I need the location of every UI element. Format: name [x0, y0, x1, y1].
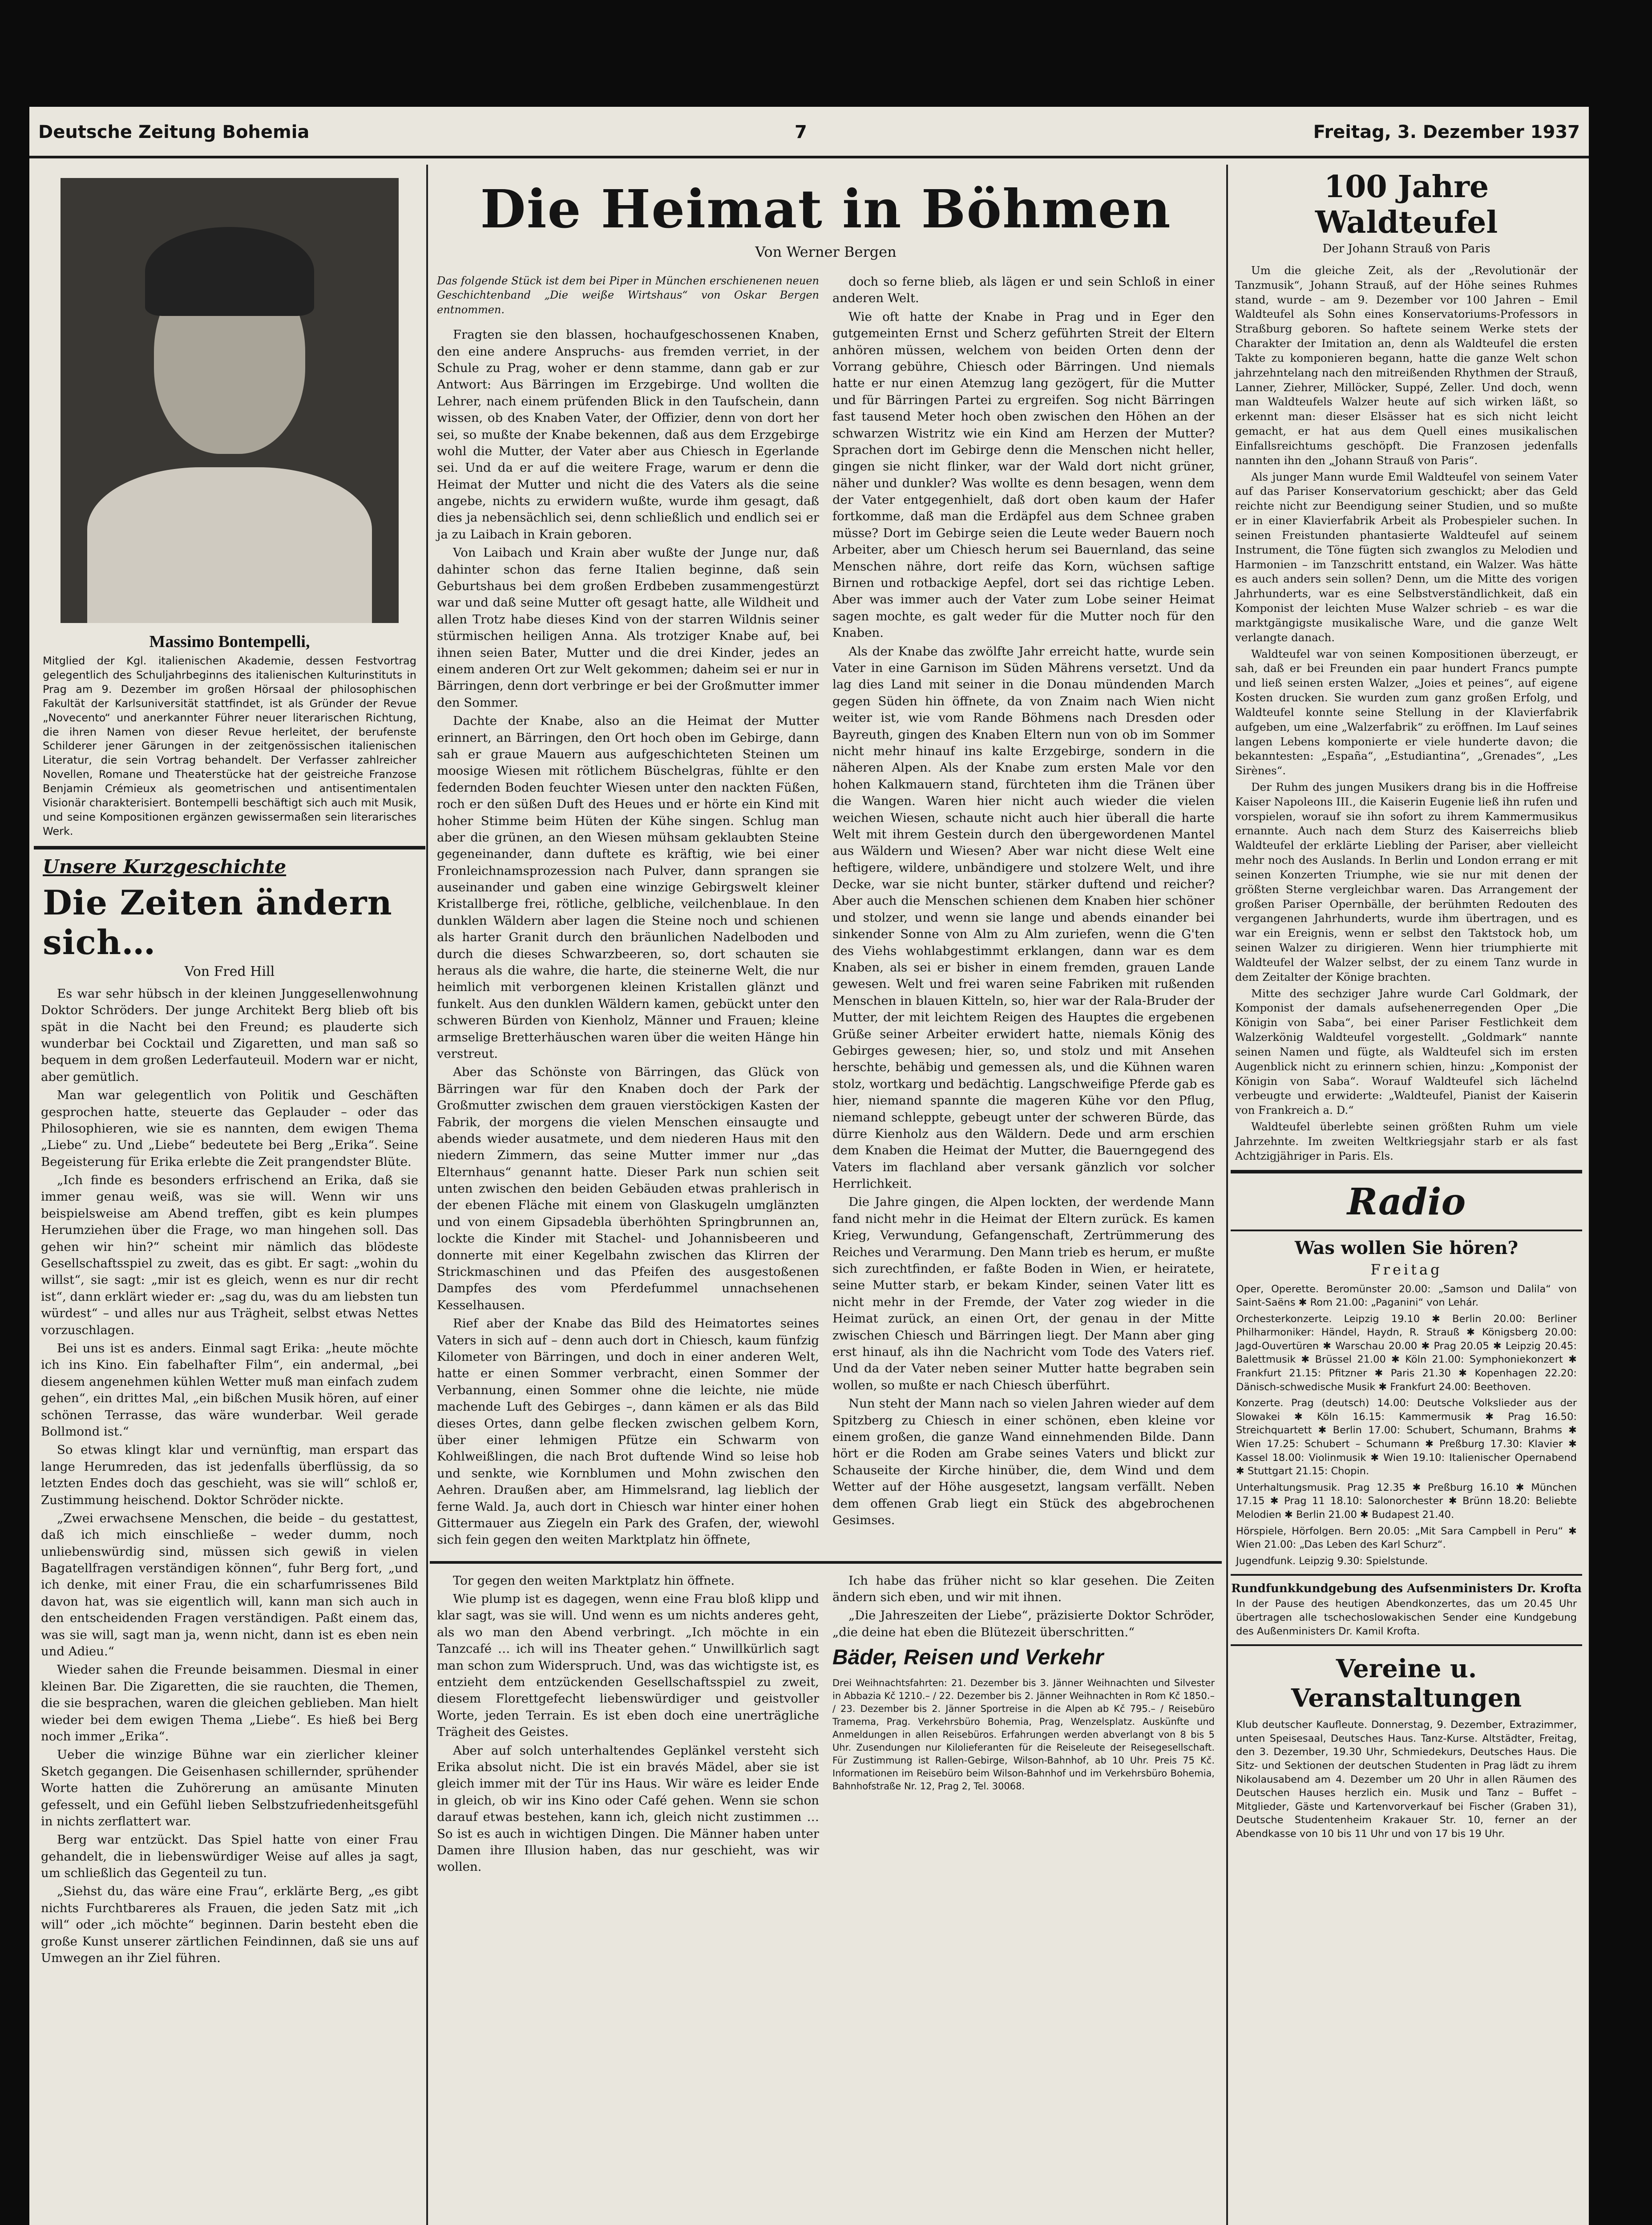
divider — [1231, 1574, 1582, 1576]
column-center — [430, 165, 1222, 2225]
radio-section-title: Radio — [1347, 1180, 1466, 1223]
masthead-page-number: 7 — [795, 122, 807, 142]
main-article-body — [430, 274, 1222, 1550]
photo-caption-name: Massimo Bontempelli, — [149, 632, 310, 651]
paragraph: Wieder sahen die Freunde beisammen. Diesmal in einer kleinen Bar. Die Zigaretten, die sie rauchten, die Themen, die sie besprachen, waren die gleichen geblieben. Man hielt wieder bei dem ewigen Thema „Liebe“. Es hieß bei Berg noch immer „Erika“. — [41, 1663, 418, 1744]
paragraph: „Ich finde es besonders erfrischend an Erika, daß sie immer genau weiß, was sie will. Wenn wir uns beispielsweise am Abend treffen, gibt es kein plumpes Herumziehen über die Frage, wo man hingehen soll. Das gehen wir hin?“ scheint mir nämlich das blödeste Gesellschaftsspiel zu zweit, das es gibt. Er sagt: „wohin du willst“, sie sagt: „mir ist es gleich, wenn es nur dir recht ist“, dann erklärt wieder er: „sag du, was du am liebsten tun würdest“ – und alles nur aus Trägheit, selbst etwas Nettes vorzuschlagen. — [41, 1173, 418, 1337]
travel-section-text: Drei Weihnachtsfahrten: 21. Dezember bis 3. Jänner Weihnachten und Silvester in Abbazia Kč 1210.– / 22. Dezember bis 2. Jänner Weihnachten in Rom Kč 1850.– / 23. Dezember bis 2. Jänner Sportreise in die Alpen ab Kč 795.– / Reisebüro Tramema, Prag. Verkehrsbüro Bohemia, Prag, Wenzelsplatz. Auskünfte und Anmeldungen in allen Reisebüros. Erfahrungen werden abverlangt von 8 bis 5 Uhr. Zusendungen nur Kilolieferanten für die Reiseleute der Reisegesellschaft. Für Zustimmung ist Rallen-Gebirge, Wilson-Bahnhof, ab 10 Uhr. Preis 75 Kč. Informationen im Reisebüro beim Wilson-Bahnhof und im Verkehrsbüro Bohemia, Bahnhofstraße Nr. 12, Prag 2, Tel. 30068. — [832, 1678, 1215, 1792]
paragraph: So etwas klingt klar und vernünftig, man erspart das lange Herumreden, das ist jedenfalls überflüssig, da so letzten Endes doch das geschieht, was sie will“ schloß er, Zustimmung heischend. Doktor Schröder nickte. — [41, 1443, 418, 1507]
masthead-date: Freitag, 3. Dezember 1937 — [1313, 122, 1580, 142]
paragraph: „Siehst du, das wäre eine Frau“, erklärte Berg, „es gibt nichts Furchtbareres als Frauen, die jeden Satz mit „ich will“ oder „ich möchte“ beginnen. Darin besteht eben die große Kunst unserer zärtlichen Feindinnen, daß sie uns auf Umwegen an ihr Ziel führen. — [41, 1884, 418, 1966]
column-right — [1231, 165, 1582, 2225]
lower-section — [430, 1573, 1222, 1877]
paragraph: Von Laibach und Krain aber wußte der Junge nur, daß dahinter schon das ferne Italien beginne, daß sein Geburtshaus bei dem großen Erdbeben zusammengestürzt war und daß seine Mutter oft gesagt hatte, alle Wildheit und allen Trotz habe dieses Kind von der starren Wildnis seiner stürmischen heiligen Anna. Als trotziger Knabe auf, bei ihnen seien Bater, Mutter und die drei Kinder, jedes an einem anderen Ort zur Welt gekommen; daheim sei er nur in Bärringen, denn dort verbringe er bei der Großmutter immer den Sommer. — [437, 546, 819, 710]
masthead — [29, 107, 1589, 158]
main-article-title: Die Heimat in Böhmen — [480, 178, 1171, 240]
column-rule — [426, 165, 428, 2225]
events-section-title: Vereine u. Veranstaltungen — [1291, 1654, 1522, 1713]
divider — [430, 1561, 1222, 1564]
radio-day: Freitag — [1370, 1261, 1442, 1278]
paragraph: Der Ruhm des jungen Musikers drang bis in die Hoffreise Kaiser Napoleons III., die Kaiserin Eugenie ließ ihn rufen und vorspielen, worauf sie ihn sofort zu ihrem Kammermusikus ernannte. Auch nach dem Sturz des Kaiserreichs blieb Waldteufel der erklärte Liebling der Pariser, aber vielleicht mehr noch des Auslands. In Berlin und London errang er mit seinen Konzerten Triumphe, wie sie nur mit denen der größten Sterne vergleichbar waren. Das Arrangement der großen Pariser Opernbälle, der berühmten Redouten des vergangenen Jahrhunderts, wurde ihm übertragen, und es war ein Ereignis, wenn er selbst den Taktstock hob, um seinen Walzer zu dirigieren. Wenn hier triumphierte mit Waldteufel der Walzer selbst, der zu einem Tanz wurde in dem Zeitalter der Könige brachten. — [1235, 780, 1578, 983]
story-continuation-end — [832, 1573, 1215, 1641]
paragraph: „Die Jahreszeiten der Liebe“, präzisierte Doktor Schröder, „die deine hat eben die Blütezeit überschritten.“ — [832, 1608, 1215, 1639]
story-body — [41, 986, 418, 1967]
radio-program-item: Orchesterkonzerte. Leipzig 19.10 ✱ Berlin 20.00: Berliner Philharmoniker: Händel, Haydn, R. Strauß ✱ Königsberg 20.00: Jagd-Ouvertüren ✱ Warschau 20.00 ✱ Prag 20.05 ✱ Leipzig 20.45: Balettmusik ✱ Brüssel 21.00 ✱ Köln 21.00: Symphoniekonzert ✱ Frankfurt 21.15: Pfitzner ✱ Paris 21.30 ✱ Kopenhagen 22.20: Dänisch-schwedische Musik ✱ Frankfurt 24.00: Beethoven. — [1236, 1313, 1577, 1393]
story-byline: Von Fred Hill — [184, 963, 275, 979]
radio-program-item: Hörspiele, Hörfolgen. Bern 20.05: „Mit Sara Campbell in Peru“ ✱ Wien 21.00: „Das Leben des Karl Schurz“. — [1236, 1525, 1577, 1551]
radio-announcement-title: Rundfunkkundgebung des Aufsenministers Dr. Krofta — [1231, 1582, 1582, 1596]
main-article-byline: Von Werner Bergen — [755, 243, 897, 260]
divider — [1231, 1230, 1582, 1231]
intro-note: Das folgende Stück ist dem bei Piper in München erschienenen neuen Geschichtenband „Die weiße Wirtshaus“ von Oskar Bergen entnommen. — [437, 275, 819, 316]
radio-program-item: Oper, Operette. Beromünster 20.00: „Samson und Dalila“ von Saint-Saëns ✱ Rom 21.00: „Paganini“ von Lehár. — [1236, 1283, 1577, 1309]
paragraph: Tor gegen den weiten Marktplatz hin öffnete. — [453, 1573, 735, 1588]
radio-program-item: Konzerte. Prag (deutsch) 14.00: Deutsche Volkslieder aus der Slowakei ✱ Köln 16.15: Kammermusik ✱ Prag 16.50: Streichquartett ✱ Berlin 17.00: Schubert, Schumann, Brahms ✱ Wien 17.25: Schubert – Schumann ✱ Preßburg 17.30: Klavier ✱ Kassel 18.00: Violinmusik ✱ Wien 19.10: Italienischer Opernabend ✱ Stuttgart 21.15: Chopin. — [1236, 1397, 1577, 1477]
waldteufel-byline: Der Johann Strauß von Paris — [1322, 242, 1490, 255]
divider — [1231, 1170, 1582, 1173]
section-heading: Unsere Kurzgeschichte — [43, 855, 287, 878]
radio-program-list — [1236, 1282, 1577, 1568]
paragraph: Es war sehr hübsch in der kleinen Junggesellenwohnung Doktor Schröders. Der junge Architekt Berg blieb oft bis spät in die Nacht bei den Freund; es plauderte sich wunderbar bei Cocktail und Zigaretten, und man saß so bequem in dem großen Lederfauteuil. Modern war er nicht, aber gemütlich. — [41, 986, 418, 1084]
paragraph: doch so ferne blieb, als lägen er und sein Schloß in einer anderen Welt. — [832, 275, 1215, 306]
paragraph: Wie oft hatte der Knabe in Prag und in Eger den gutgemeinten Ernst und Scherz geführten Streit der Eltern anhören müssen, welchem von beiden Orten denn der Vorrang gebühre, Chiesch oder Bärringen. Und niemals hatte er nur einen Atemzug lang gezögert, für die Mutter und für Bärringen Partei zu ergreifen. Sog nicht Bärringen fast tausend Meter hoch oben zwischen den Höhen an der schwarzen Wistritz wie ein Kind am Herzen der Mutter? Sprachen dort im Gebirge denn die Menschen nicht heller, gingen sie nicht flinker, war der Wald dort nicht grüner, näher und dunkler? Was wollte es denn besagen, wenn dem der Vater entgegenhielt, daß dort oben kaum der Hafer fortkomme, daß man die Erdäpfel aus dem Schnee graben müsse? Dort im Gebirge seien die Leute weder Bauern noch Arbeiter, aber um Chiesch herum sei Bauernland, das seine Menschen nähre, dort reife das Korn, wüchsen saftige Birnen und rotbackige Aepfel, dort sei das richtige Leben. Aber was immer auch der Vater zum Lobe seiner Heimat sagen mochte, es galt weder für die Mutter noch für den Knaben. — [832, 309, 1215, 640]
waldteufel-body — [1235, 263, 1578, 1164]
paragraph: Aber das Schönste von Bärringen, das Glück von Bärringen war für den Knaben doch der Park der Großmutter zwischen dem grauen vierstöckigen Kasten der Fabrik, der morgens die vielen Menschen einsaugte und abends wieder ausatmete, und dem niederen Haus mit den niedern Zimmern, das seine Mutter immer nur „das Elternhaus“ genannt hatte. Dieser Park nun schien seit unten zwischen den beiden Gebäuden etwas prahlerisch in der ebenen Fläche mit einem von Glaskugeln umglänzten und von einem Gipsadebla überhöhten Springbrunnen an, lockte die Kinder mit Stachel- und Johannisbeeren und donnerte mit einer Kegelbahn zwischen das Klirren der Strickmaschinen und das Pfeifen des ausgestoßenen Dampfes des vom Pferdefummel unnachsehenen Kesselhausen. — [437, 1065, 819, 1312]
main-article-right-column — [832, 274, 1215, 1550]
paragraph: Man war gelegentlich von Politik und Geschäften gesprochen hatte, steuerte das Geplauder – oder das Philosophieren, wie sie es nannten, dem ewigen Thema „Liebe“ zu. Und „Liebe“ bedeutete bei Berg „Erika“. Seine Begeisterung für Erika erlebte die Zeit prangendster Blüte. — [41, 1088, 418, 1169]
paragraph: Fragten sie den blassen, hochaufgeschossenen Knaben, den eine andere Anspruchs- aus fremden verriet, in der Schule zu Prag, woher er denn stamme, dann gab er zur Antwort: Aus Bärringen im Erzgebirge. Und wollten die Lehrer, nach einem prüfenden Blick in den Taufschein, dann wissen, ob des Knaben Vater, der Offizier, denn von dort her sei, so mußte der Knabe bekennen, daß aus dem Erzgebirge wohl die Mutter, der Vater aber aus Chiesch in Egerlande sei. Und da er auf die weitere Frage, warum er denn die Heimat der Mutter und nicht die des Vaters als die seine angebe, nichts zu erwidern wußte, wurde ihm gesagt, daß dies ja nebensächlich sei, denn schließlich und endlich sei er ja zu Laibach in Krain geboren. — [437, 328, 819, 542]
portrait-photo — [61, 178, 399, 623]
waldteufel-title: 100 Jahre Waldteufel — [1315, 169, 1498, 240]
radio-program-item: Unterhaltungsmusik. Prag 12.35 ✱ Preßburg 16.10 ✱ München 17.15 ✱ Prag 11 18.10: Salonorchester ✱ Brünn 18.20: Beliebte Melodien ✱ Berlin 21.00 ✱ Budapest 21.40. — [1236, 1481, 1577, 1521]
paragraph: Als junger Mann wurde Emil Waldteufel von seinem Vater auf das Pariser Konservatorium geschickt; aber das Geld reichte nicht zur Beendigung seiner Studien, und so mußte er in einer Klavierfabrik Arbeit als Probespieler suchen. In seinen Freistunden phantasierte Waldteufel auf seinem Instrument, die Töne fügten sich zwanglos zu Melodien und Harmonien – im Tanzschritt entstand, ein Walzer. Was hätte es auch anders sein sollen? Denn, um die Mitte des vorigen Jahrhunderts, war es eine Selbstverständlichkeit, daß ein Komponist der leichten Muse Walzer schrieb – es war die marktgängigste musikalische Ware, und die ganze Welt verlangte danach. — [1235, 470, 1578, 644]
lower-right — [832, 1573, 1215, 1877]
paragraph: Aber auf solch unterhaltendes Geplänkel versteht sich Erika absolut nicht. Die ist ein bravés Mädel, aber sie ist gleich immer mit der Tür ins Haus. Wir wäre es leider Ende in gleich, ob wir ins Kino oder Café gehen. Wenn sie schon darauf etwas bestehen, kann ich, gleich nicht zustimmen … So ist es auch in wichtigen Dingen. Die Männer haben unter Damen ihre Illusion haben, das nur geschieht, was wir wollen. — [437, 1743, 819, 1874]
radio-program-item: Jugendfunk. Leipzig 9.30: Spielstunde. — [1236, 1555, 1428, 1567]
travel-section-title: Bäder, Reisen und Verkehr — [832, 1646, 1104, 1670]
paragraph: Waldteufel überlebte seinen größten Ruhm um viele Jahrzehnte. Im zweiten Weltkriegsjahr starb er als fast Achtzigjähriger in Paris. Els. — [1235, 1120, 1578, 1162]
paragraph: Als der Knabe das zwölfte Jahr erreicht hatte, wurde sein Vater in eine Garnison im Süden Mährens versetzt. Und da lag dies Land mit seiner in die Donau mündenden March gegen Süden hin öffnete, da von Znaim nach Wien nicht weiter ist, wie vom Rande Böhmens nach Dresden oder Bayreuth, gingen des Knaben Eltern nun von ob im Sommer nicht mehr hinauf ins kalte Erzgebirge, sondern in die näheren Alpen. Als der Knabe zum ersten Male vor den hohen Kalkmauern stand, fürchteten ihm die Tränen über die Wangen. Waren hier nicht auch wieder die vielen weichen Wiesen, schaute nicht auch hier überall die harte Welt mit ihrem Gestein durch den übergewordenen Mantel aus Wäldern und Wiesen? Aber war nicht diese Welt eine heftigere, wildere, unbändigere und stolzere Welt, und ihre Decke, war sie nicht bunter, stärker duftend und reicher? Aber auch die Menschen schienen dem Knaben hier schöner und stolzer, und wenn sie lange und abends einander bei sinkender Sonne von Alm zu Alm zuriefen, wenn die G'ten des Viehs wohlabgestimmt erklangen, dann war es dem Knaben, als sei er bisher in einem fremden, grauen Lande gewesen. Welt und frei waren seine Fabriken mit rußenden Menschen in blauen Kitteln, so, hier war der Rala-Bruder der Mutter, der mit leichtem Reigen des Hauptes die ergebenen Grüße seiner Arbeiter erwidert hatte, niemals König des Gebirges gewesen; hier, so, und stolz und mit Ansehen herschte, behäbig und gemessen als, und die Kühnen waren stolz, wortkarg und bedächtig. Langschweifige Pferde gab es hier, niemand spannte die mageren Kühe vor den Pflug, niemand schleppte, gebeugt unter der schweren Bürde, das dürre Kienholz aus den Wäldern. Dede und arm erschien dem Knaben die Heimat der Mutter, die Bauerngegend des Vaters im flachland aber versank gänzlich vor solcher Herrlichkeit. — [832, 644, 1215, 1191]
photo-caption-text: Mitglied der Kgl. italienischen Akademie, dessen Festvortrag gelegentlich des Schuljahrbeginns des italienischen Kulturinstituts in Prag am 9. Dezember im großen Hörsaal der philosophischen Fakultät der Karlsuniversität stattfindet, ist als Gründer der Revue „Novecento“ und anerkannter Führer neuer literarischen Richtung, die ihren Namen von dieser Revue herleitet, der berufenste Schilderer jener Gärungen in der zeitgenössischen italienischen Literatur, die sein Vortrag behandelt. Der Verfasser zahlreicher Novellen, Romane und Theaterstücke hat der geistreiche Franzose Benjamin Crémieux als geometrischen und antisentimentalen Visionär charakterisiert. Bontempelli beschäftigt sich auch mit Musik, und seine Kompositionen ergänzen gewissermaßen sein literarisches Werk. — [43, 655, 416, 837]
events-section-text: Klub deutscher Kaufleute. Donnerstag, 9. Dezember, Extrazimmer, unten Speisesaal, Deutsches Haus. Tanz-Kurse. Altstädter, Freitag, den 3. Dezember, 19.30 Uhr, Schmiedekurs, Deutsches Haus. Die Sitz- und Sektionen der deutschen Studenten in Prag lädt zu ihrem Nikolausabend am 4. Dezember um 20 Uhr in allen Räumen des Deutschen Hauses herzlich ein. Musik und Tanz – Buffet – Mitglieder, Gäste und Kartenvorverkauf bei Fischer (Graben 31), Deutsche Studentenheim Krakauer Str. 10, ferner an der Abendkasse von 10 bis 11 Uhr und von 17 bis 19 Uhr. — [1236, 1719, 1577, 1840]
paragraph: Waldteufel war von seinen Kompositionen überzeugt, er sah, daß er bei Freunden ein paar hundert Francs pumpte und ließ seinen ersten Walzer, „Joies et peines“, auf eigene Kosten drucken. Sie wurden zum ganz großen Erfolg, und Waldteufel konnte seine Stellung in der Klavierfabrik aufgeben, um eine „Walzerfabrik“ zu eröffnen. Im Lauf seines langen Lebens komponierte er viele hunderte davon; die bekanntesten: „España“, „Estudiantina“, „Grenades“, „Les Sirènes“. — [1235, 647, 1578, 777]
column-rule — [1226, 165, 1228, 2225]
newspaper-page — [29, 107, 1589, 2225]
paragraph: Mitte des sechziger Jahre wurde Carl Goldmark, der Komponist der damals aufsehenerregenden Oper „Die Königin von Saba“, bei einer Pariser Festlichkeit dem Walzerkönig Waldteufel vorgestellt. „Goldmark“ nannte seinen Namen und fügte, als Waldteufel sich im ersten Augenblick nicht zu erinnern schien, hinzu: „Komponist der Königin von Saba“. Worauf Waldteufel sich lächelnd verbeugte und erwiderte: „Waldteufel, Pianist der Kaiserin von Frankreich a. D.“ — [1235, 987, 1578, 1117]
masthead-paper-name: Deutsche Zeitung Bohemia — [38, 122, 310, 142]
paragraph: „Zwei erwachsene Menschen, die beide – du gestattest, daß ich mich einschließe – weder dumm, noch unliebenswürdig sind, müssen sich gewiß in vielen Bagatellfragen verständigen können“, fuhr Berg fort, „und ich denke, mit einer Frau, die ein scharfumrissenes Bild davon hat, was sie eigentlich will, kann man sich auch in den entscheidenden Fragen verständigen. Paßt einem das, was sie will, sagt man ja, wenn nicht, dann ist es eben nein und Adieu.“ — [41, 1511, 418, 1659]
paragraph: Ich habe das früher nicht so klar gesehen. Die Zeiten ändern sich eben, und wir mit ihnen. — [832, 1573, 1215, 1605]
paragraph: Wie plump ist es dagegen, wenn eine Frau bloß klipp und klar sagt, was sie will. Und wenn es um nichts anderes geht, als wo man den Abend verbringt. „Ich möchte in ein Tanzcafé … ich will ins Theater gehen.“ Unwillkürlich sagt man schon zum Widerspruch. Und, was das wichtigste ist, es entzieht dem entzückenden Gesellschaftsspiel zu zweit, diesem Florettgefecht liebenswürdiger und geistvoller Worte, jeden Terrain. Es ist eben doch eine unerträgliche Trägheit des Geistes. — [437, 1592, 819, 1740]
paragraph: Dachte der Knabe, also an die Heimat der Mutter erinnert, an Bärringen, den Ort hoch oben im Gebirge, dann sah er graue Mauern aus aufgeschichteten Steinen um moosige Wiesen mit rötlichem Büschelgras, fühlte er den federnden Boden feuchter Wiesen unter den nackten Füßen, roch er den süßen Duft des Heues und er hörte ein Kind mit hoher Stimme beim Hüten der Kühe singen. Schlug man aber die grünen, an den Wiesen mühsam geklaubten Steine gegeneinander, dann duftete es kräftig, wie bei einer Fronleichnamsprozession nach Pulver, dann sprangen sie auseinander und gaben eine winzige Gebirgswelt kleiner Kristallberge frei, rötliche, gelbliche, veilchenblaue. In den dunklen Wäldern aber lagen die Steine noch und schienen als harter Granit durch den bräunlichen Nadelboden und durch die dieses Schwarzbeeren, so, dort schauten sie heraus als die wahre, die harte, die steinerne Welt, die nur heimlich mit verborgenen kleinen Kristallen glänzt und funkelt. Aus den dunklen Wäldern kamen, gebückt unter den schweren Bürden von Kienholz, Männer und Frauen; kleine armselige Bretterhäuschen waren über die weiten Hänge hin verstreut. — [437, 714, 819, 1061]
paragraph: Um die gleiche Zeit, als der „Revolutionär der Tanzmusik“, Johann Strauß, auf der Höhe seines Ruhmes stand, wurde – am 9. Dezember vor 100 Jahren – Emil Waldteufel als Sohn eines Konservatoriums-Professors in Straßburg geboren. So haftete seinem Werke stets der Charakter der Imitation an, denn als Waldteufel die ersten Takte zu komponieren begann, hatte die ganze Welt schon jahrzehntelang nach den mitreißenden Rhythmen der Strauß, Lanner, Ziehrer, Millöcker, Suppé, Zeller. Und doch, wenn man Waldteufels Walzer heute auf sich wirken läßt, so erkennt man: dieser Elsässer hat es sich nicht leicht gemacht, er hat aus dem Quell eines musikalischen Einfallsreichtums geschöpft. Die Franzosen jedenfalls nannten ihn den „Johann Strauß von Paris“. — [1235, 264, 1578, 467]
paragraph: Nun steht der Mann nach so vielen Jahren wieder auf dem Spitzberg zu Chiesch in einer schönen, eben kleine vor einem großen, die ganze Wand einnehmenden Bilde. Dann hört er die Roden am Grabe seines Vaters und blickt zur Schauseite der Kirche hinüber, die, dem Wind und dem Wetter auf der Höhe ausgesetzt, langsam verfällt. Neben dem offenen Grab liegt ein Stück des abgebrochenen Gesimses. — [832, 1396, 1215, 1527]
divider — [34, 846, 425, 850]
story-title: Die Zeiten ändern sich… — [43, 882, 392, 962]
paragraph: Ueber die winzige Bühne war ein zierlicher kleiner Sketch gegangen. Die Geisenhasen schillernder, sprühender Worte hatten die Zuhörerung an amüsante Minuten gefesselt, und ein Gefühl lieben Selbstzufriedenheitsgefühl in nichts zerflattert war. — [41, 1748, 418, 1829]
paragraph: Die Jahre gingen, die Alpen lockten, der werdende Mann fand nicht mehr in die Heimat der Eltern zurück. Es kamen Krieg, Verwundung, Gefangenschaft, Zertrümmerung des Reiches und Verarmung. Den Mann trieb es herum, er mußte sich zurechtfinden, er faßte Boden in Wien, er heiratete, seine Mutter starb, er bekam Kinder, seinen Vater litt es nicht mehr in der Fremde, der Vater zog wieder in die Heimat zurück, an einen Ort, der genau in der Mitte zwischen Chiesch und Bärringen liegt. Der Mann aber ging erst hinauf, als ihn die Nachricht vom Tode des Vaters rief. Und da der Vater neben seiner Mutter hatte begraben sein wollen, so mußte er nach Chiesch überführt. — [832, 1195, 1215, 1392]
radio-question: Was wollen Sie hören? — [1294, 1237, 1519, 1258]
main-article-left-column — [437, 274, 819, 1550]
paragraph: Bei uns ist es anders. Einmal sagt Erika: „heute möchte ich ins Kino. Ein fabelhafter Film“, ein andermal, „bei diesem angenehmen kühlen Wetter muß man einfach zudem gehen“, ein drittes Mal, „ein bißchen Musik hören, auf einer schönen Terrasse, das wäre wunderbar. Weil gerade Bollmond ist.“ — [41, 1341, 418, 1439]
paragraph: Berg war entzückt. Das Spiel hatte von einer Frau gehandelt, die in liebenswürdiger Weise auf alles ja sagt, um schließlich das Gegenteil zu tun. — [41, 1833, 418, 1881]
radio-announcement-text: In der Pause des heutigen Abendkonzertes, das um 20.45 Uhr übertragen alle tschechoslowakischen Sender eine Kundgebung des Außenministers Dr. Kamil Krofta. — [1236, 1598, 1577, 1637]
column-left — [34, 165, 425, 2225]
paragraph: Rief aber der Knabe das Bild des Heimatortes seines Vaters in sich auf – denn auch dort in Chiesch, kaum fünfzig Kilometer von Bärringen, und doch in einer anderen Welt, hatte er einen Sommer verbracht, einen Sommer der Verbannung, einen Sommer ohne die leichte, nie müde machende Luft des Gebirges –, dann kämen er als das Bild dieses Ortes, dann gelbe flecken zwischen gelbem Korn, über einer lehmigen Pfütze ein Schwarm von Kohlweißlingen, die nach Brot duftende Wind so leise hob und senkte, wie Kornblumen und Mohn zwischen den Aehren. Draußen aber, am Himmelsrand, lag lieblich der ferne Wald. Ja, auch dort in Chiesch war hinter einer hohen Gittermauer aus Ziegeln ein Park des Grafen, der, wiewohl sich fein gegen den weiten Marktplatz hin öffnete, — [437, 1316, 819, 1547]
story-continuation — [437, 1573, 819, 1877]
divider — [1231, 1644, 1582, 1646]
